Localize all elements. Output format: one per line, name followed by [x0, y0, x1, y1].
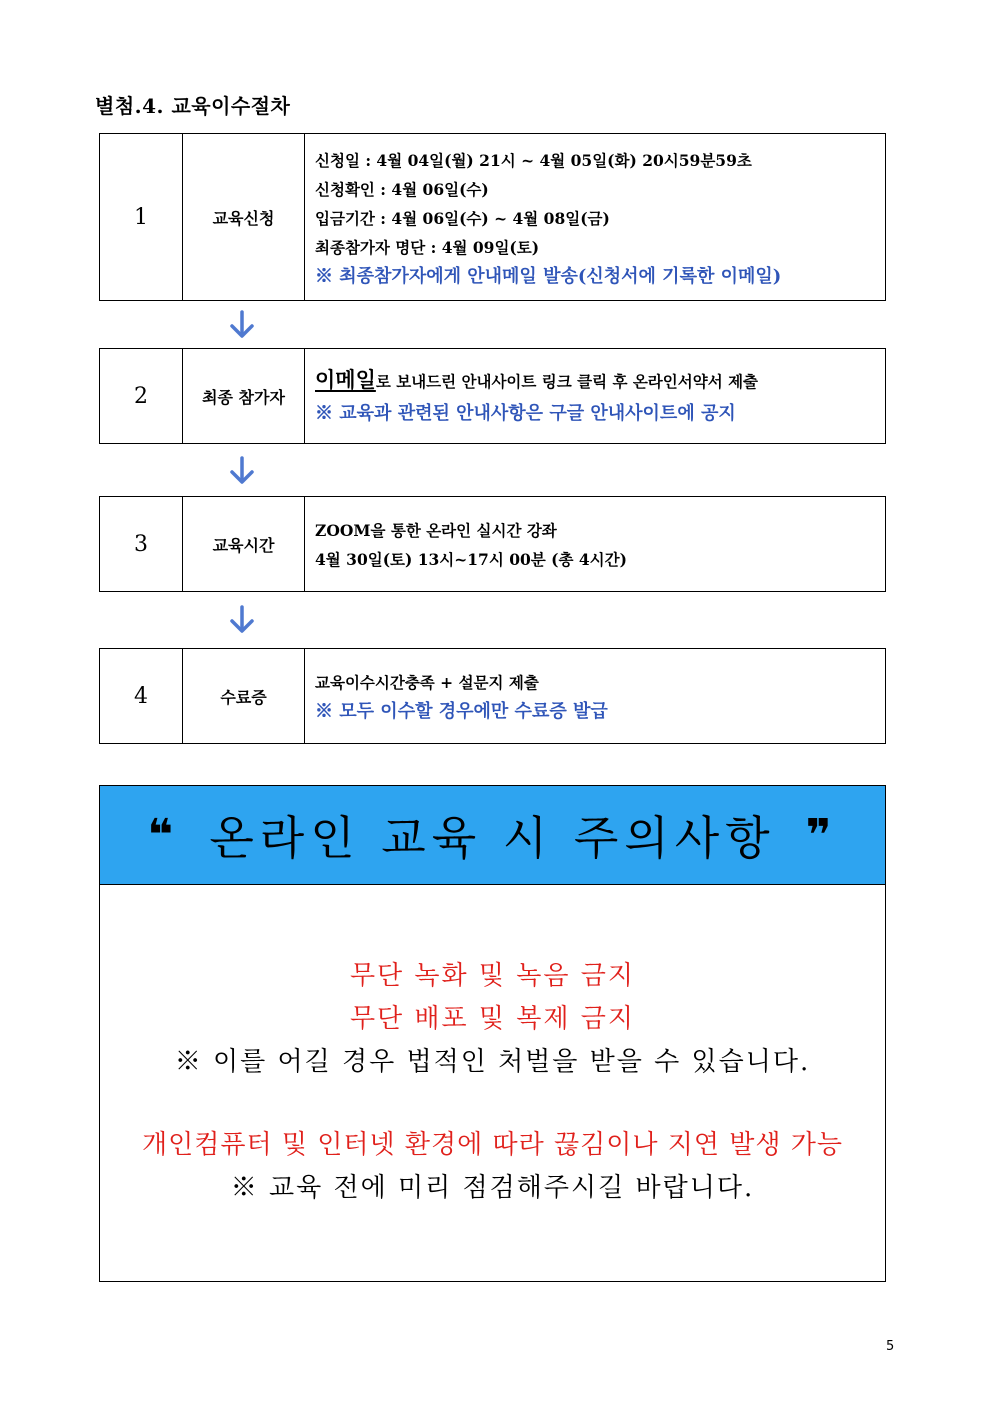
step-label: 최종 참가자	[183, 349, 305, 443]
section-heading: 별첨.4. 교육이수절차	[95, 94, 291, 118]
notice-box	[99, 785, 886, 1282]
step-line: 최종참가자 명단 : 4월 09일(토)	[315, 237, 540, 257]
step-2-row	[99, 348, 886, 444]
close-quote-icon: ❞	[805, 809, 838, 861]
step-number: 2	[100, 349, 183, 443]
down-arrow-icon	[229, 310, 255, 340]
step-line	[315, 364, 875, 398]
step-label: 수료증	[183, 649, 305, 743]
step-line: 교육이수시간충족 + 설문지 제출	[315, 673, 539, 692]
down-arrow-icon	[229, 456, 255, 486]
step-line: 신청확인 : 4월 06일(수)	[315, 179, 489, 199]
step-content	[305, 134, 885, 300]
step-1-row	[99, 133, 886, 301]
page-number: 5	[886, 1339, 895, 1354]
step-line-rest: 로 보내드린 안내사이트 링크 클릭 후 온라인서약서 제출	[375, 372, 759, 391]
step-note: ※ 최종참가자에게 안내메일 발송(신청서에 기록한 이메일)	[315, 265, 782, 287]
step-3-row	[99, 496, 886, 592]
step-4-row	[99, 648, 886, 744]
step-content	[305, 497, 885, 591]
notice-body	[100, 885, 885, 1210]
down-arrow-icon	[229, 605, 255, 635]
notice-title: 온라인 교육 시 주의사항	[209, 811, 776, 865]
step-content	[305, 649, 885, 743]
open-quote-icon: ❝	[147, 809, 180, 861]
step-note: ※ 모두 이수할 경우에만 수료증 발급	[315, 701, 608, 722]
warning-line: 무단 녹화 및 녹음 금지	[349, 961, 636, 991]
notice-line: ※ 교육 전에 미리 점검해주시길 바랍니다.	[230, 1173, 755, 1203]
step-label: 교육시간	[183, 497, 305, 591]
step-line: ZOOM을 통한 온라인 실시간 강좌	[315, 521, 557, 540]
step-number: 3	[100, 497, 183, 591]
spacer	[100, 1084, 885, 1124]
step-note: ※ 교육과 관련된 안내사항은 구글 안내사이트에 공지	[315, 403, 736, 424]
warning-line: 개인컴퓨터 및 인터넷 환경에 따라 끊김이나 지연 발생 가능	[142, 1130, 843, 1160]
warning-line: 무단 배포 및 복제 금지	[349, 1004, 636, 1034]
step-line: 4월 30일(토) 13시~17시 00분 (총 4시간)	[315, 550, 627, 569]
step-line: 신청일 : 4월 04일(월) 21시 ~ 4월 05일(화) 20시59분59초	[315, 150, 752, 170]
step-number: 1	[100, 134, 183, 300]
step-number: 4	[100, 649, 183, 743]
step-label: 교육신청	[183, 134, 305, 300]
step-line: 입금기간 : 4월 06일(수) ~ 4월 08일(금)	[315, 208, 610, 228]
step-content	[305, 349, 885, 443]
notice-line: ※ 이를 어길 경우 법적인 처벌을 받을 수 있습니다.	[174, 1047, 811, 1077]
notice-header	[100, 786, 885, 885]
email-emphasis: 이메일	[315, 367, 376, 392]
